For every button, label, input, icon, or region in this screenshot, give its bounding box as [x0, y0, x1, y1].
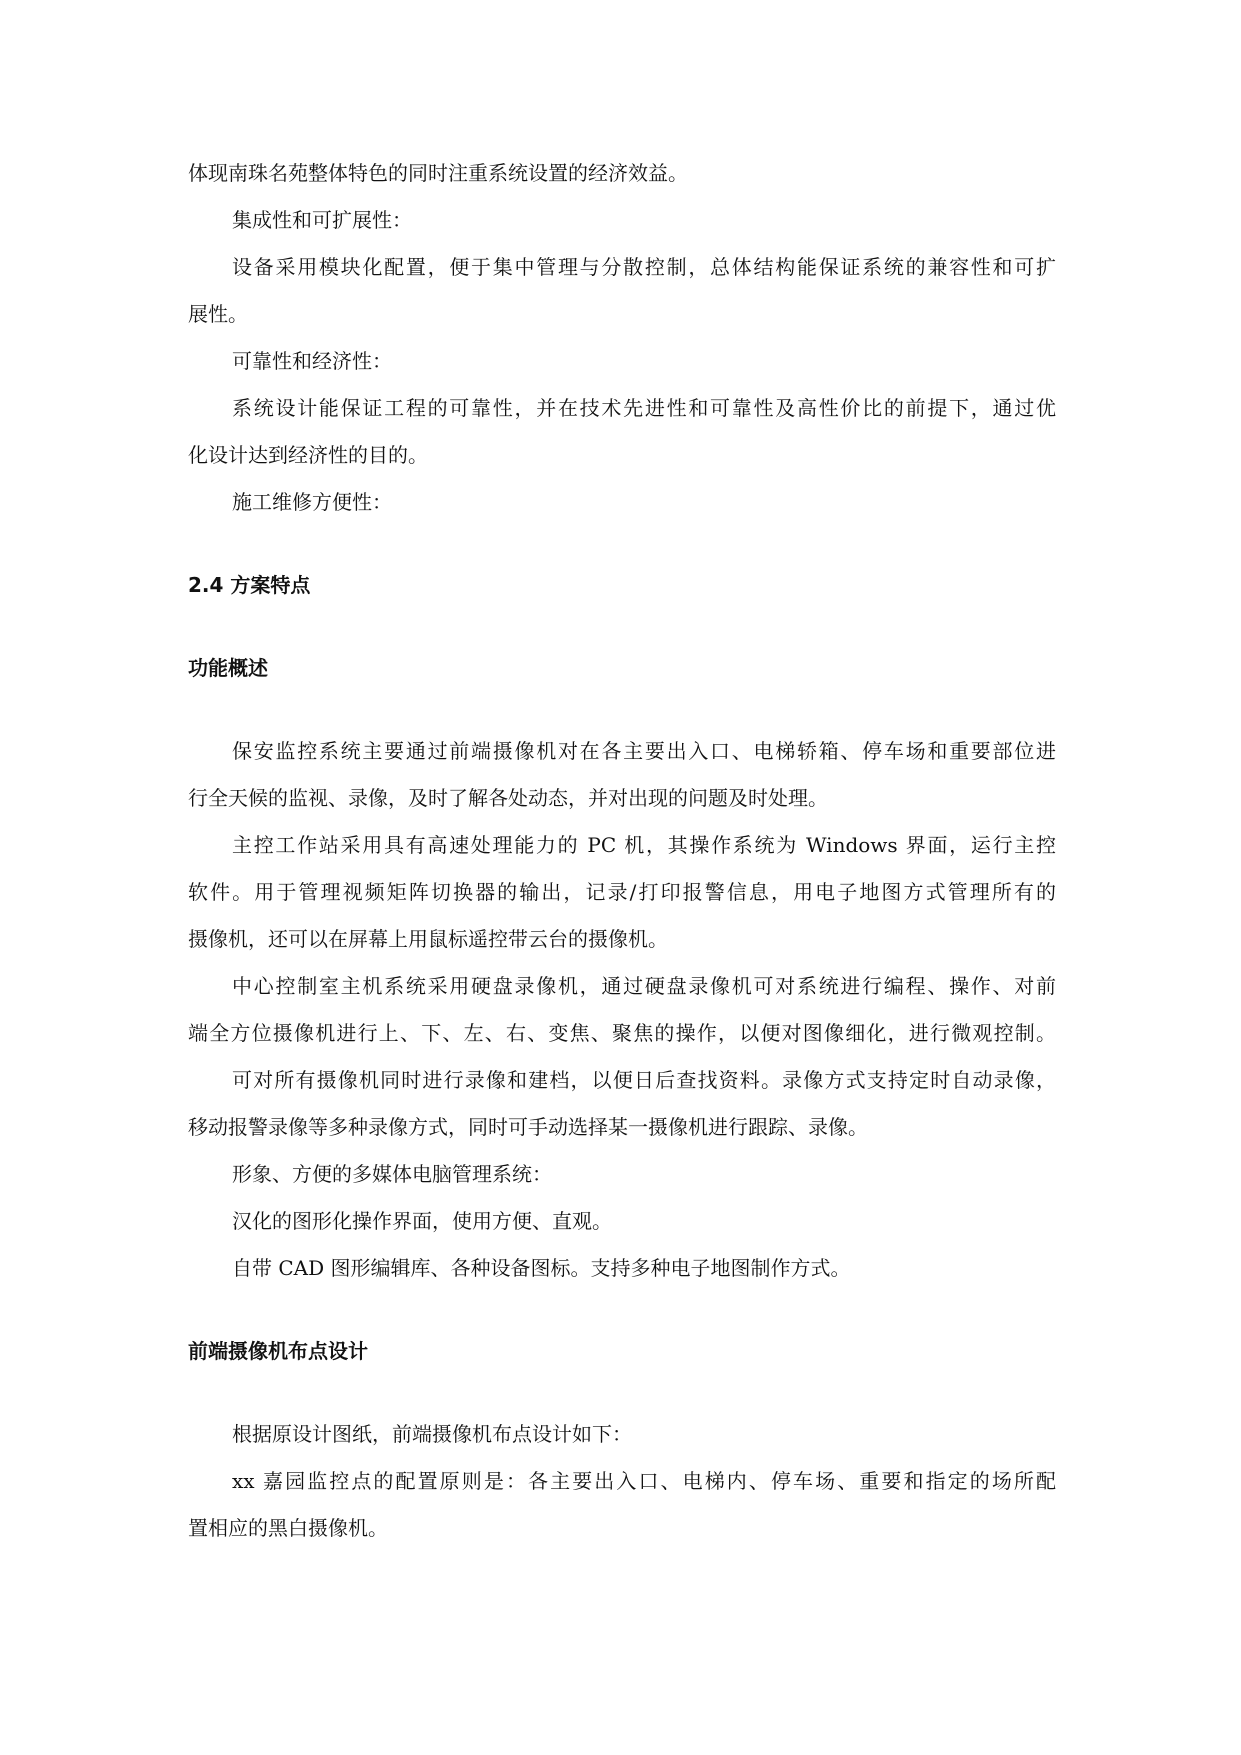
section-heading: 2.4 方案特点	[188, 573, 311, 597]
paragraph-line: xx 嘉园监控点的配置原则是：各主要出入口、电梯内、停车场、重要和指定的场所配	[232, 1469, 1056, 1493]
paragraph-line: 端全方位摄像机进行上、下、左、右、变焦、聚焦的操作，以便对图像细化，进行微观控制。	[188, 1021, 1056, 1045]
paragraph-line: 置相应的黑白摄像机。	[188, 1516, 388, 1540]
subsection-heading: 前端摄像机布点设计	[188, 1339, 368, 1363]
paragraph-line: 系统设计能保证工程的可靠性，并在技术先进性和可靠性及高性价比的前提下，通过优	[232, 396, 1056, 420]
paragraph-line: 移动报警录像等多种录像方式，同时可手动选择某一摄像机进行跟踪、录像。	[188, 1115, 868, 1139]
subsection-heading: 功能概述	[188, 656, 268, 680]
paragraph-line: 摄像机，还可以在屏幕上用鼠标遥控带云台的摄像机。	[188, 927, 668, 951]
paragraph-line: 根据原设计图纸，前端摄像机布点设计如下：	[232, 1422, 632, 1446]
paragraph-line: 保安监控系统主要通过前端摄像机对在各主要出入口、电梯轿箱、停车场和重要部位进	[232, 739, 1056, 763]
paragraph-line: 自带 CAD 图形编辑库、各种设备图标。支持多种电子地图制作方式。	[232, 1256, 851, 1280]
paragraph-line: 体现南珠名苑整体特色的同时注重系统设置的经济效益。	[188, 161, 688, 185]
paragraph-line: 化设计达到经济性的目的。	[188, 443, 428, 467]
paragraph-line: 集成性和可扩展性：	[232, 208, 412, 232]
paragraph-line: 形象、方便的多媒体电脑管理系统：	[232, 1162, 552, 1186]
paragraph-line: 中心控制室主机系统采用硬盘录像机，通过硬盘录像机可对系统进行编程、操作、对前	[232, 974, 1056, 998]
document-page	[188, 150, 1056, 1552]
paragraph-line: 汉化的图形化操作界面，使用方便、直观。	[232, 1209, 612, 1233]
paragraph-line: 设备采用模块化配置，便于集中管理与分散控制，总体结构能保证系统的兼容性和可扩	[232, 255, 1056, 279]
paragraph-line: 展性。	[188, 302, 248, 326]
paragraph-line: 主控工作站采用具有高速处理能力的 PC 机，其操作系统为 Windows 界面，运行主控	[232, 833, 1056, 857]
paragraph-line: 行全天候的监视、录像，及时了解各处动态，并对出现的问题及时处理。	[188, 786, 828, 810]
paragraph-line: 施工维修方便性：	[232, 490, 392, 514]
paragraph-line: 可对所有摄像机同时进行录像和建档，以便日后查找资料。录像方式支持定时自动录像，	[232, 1068, 1056, 1092]
paragraph-line: 软件。用于管理视频矩阵切换器的输出，记录/打印报警信息，用电子地图方式管理所有的	[188, 880, 1056, 904]
paragraph-line: 可靠性和经济性：	[232, 349, 392, 373]
